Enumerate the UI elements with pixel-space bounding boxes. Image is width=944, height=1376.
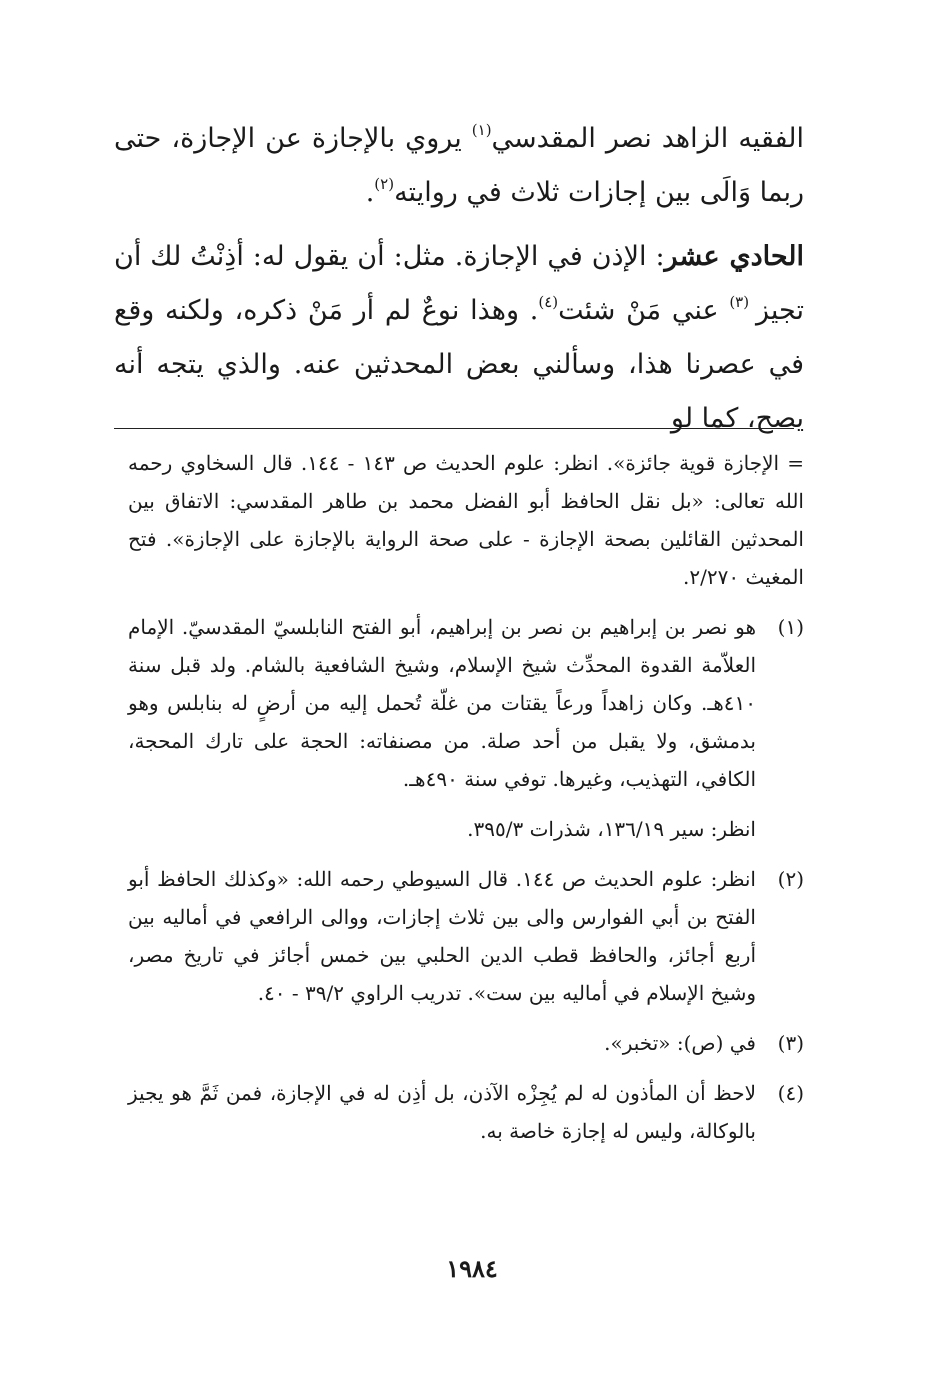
paragraph-1-text-c: . xyxy=(365,177,375,208)
footnote-ref-2: (٢) xyxy=(374,175,395,193)
main-text xyxy=(114,112,804,446)
footnote-4 xyxy=(128,1074,804,1150)
footnote-number: (٣) xyxy=(777,1031,804,1055)
page-number: ١٩٨٤ xyxy=(446,1254,498,1283)
paragraph-1 xyxy=(114,112,804,220)
footnote-ref-1: (١) xyxy=(471,121,492,139)
footnote-number: (٤) xyxy=(777,1081,804,1105)
footnote-number: (١) xyxy=(777,615,804,639)
footnote-text: لاحظ أن المأذون له لم يُجِزْه الآذن، بل أذِن له في الإجازة، فمن ثَمَّ هو يجيز بالوكالة، وليس له إجازة خاصة به. xyxy=(128,1081,756,1143)
footnote-number: (٢) xyxy=(777,867,804,891)
footnote-1 xyxy=(128,608,804,798)
footnote-3 xyxy=(128,1024,804,1062)
footnote-continuation xyxy=(128,444,804,596)
footnote-text: انظر: علوم الحديث ص ١٤٤. قال السيوطي رحمه الله: «وكذلك الحافظ أبو الفتح بن أبي الفوارس والى بين ثلاث إجازات، ووالى الرافعي في أماليه بين أربع أجائز، والحافظ قطب الدين الحلبي بين خمس أجائز في تاريخ مصر، وشيخ الإسلام في أماليه بين ست». تدريب الراوي ٣٩/٢ - ٤٠. xyxy=(128,867,756,1005)
footnotes xyxy=(128,444,804,1162)
footnote-separator xyxy=(114,428,794,429)
footnote-ref-3: (٣) xyxy=(729,293,756,311)
footnote-text: هو نصر بن إبراهيم بن نصر بن إبراهيم، أبو الفتح النابلسيّ المقدسيّ. الإمام العلاّمة القدوة المحدِّث شيخ الإسلام، وشيخ الشافعية بالشام. ولد قبل سنة ٤١٠هـ. وكان زاهداً ورعاً يقتات من غلّة تُحمل إليه من أرضٍ له بنابلس وهو بدمشق، ولا يقبل من أحد صلة. من مصنفاته: الحجة على تارك المحجة، الكافي، التهذيب، وغيرها. توفي سنة ٤٩٠هـ. xyxy=(128,615,756,791)
footnote-text: انظر: سير ١٣٦/١٩، شذرات ٣٩٥/٣. xyxy=(467,817,756,841)
footnote-continuation-text: = الإجازة قوية جائزة». انظر: علوم الحديث ص ١٤٣ - ١٤٤. قال السخاوي رحمه الله تعالى: «بل نقل الحافظ أبو الفضل محمد بن طاهر المقدسي: الاتفاق بين المحدثين القائلين بصحة الإجازة - على صحة الرواية بالإجازة على الإجازة». فتح المغيث ٢/٢٧٠. xyxy=(128,451,804,589)
paragraph-2-text-c: . وهذا نوعٌ لم أر مَنْ ذكره، ولكنه وقع في عصرنا هذا، وسألني بعض المحدثين عنه. والذي يتجه أنه يصح، كما لو xyxy=(114,295,804,434)
paragraph-1-text-b: يروي بالإجازة عن الإجازة، حتى ربما وَالَى بين إجازات ثلاث في روايته xyxy=(114,123,804,208)
footnote-2 xyxy=(128,860,804,1012)
paragraph-2-text-a: : الإذن في الإجازة. مثل: أن يقول له: أذِنْتُ لك أن تجيز xyxy=(114,241,804,326)
paragraph-2-text-b: عني مَنْ شئت xyxy=(558,295,730,326)
footnote-ref-4: (٤) xyxy=(538,293,559,311)
paragraph-2 xyxy=(114,230,804,446)
footnote-1-reference xyxy=(128,810,804,848)
paragraph-1-text-a: الفقيه الزاهد نصر المقدسي xyxy=(491,123,804,154)
section-heading-eleventh: الحادي عشر xyxy=(664,241,804,272)
footnote-text: في (ص): «تخبر». xyxy=(604,1031,756,1055)
